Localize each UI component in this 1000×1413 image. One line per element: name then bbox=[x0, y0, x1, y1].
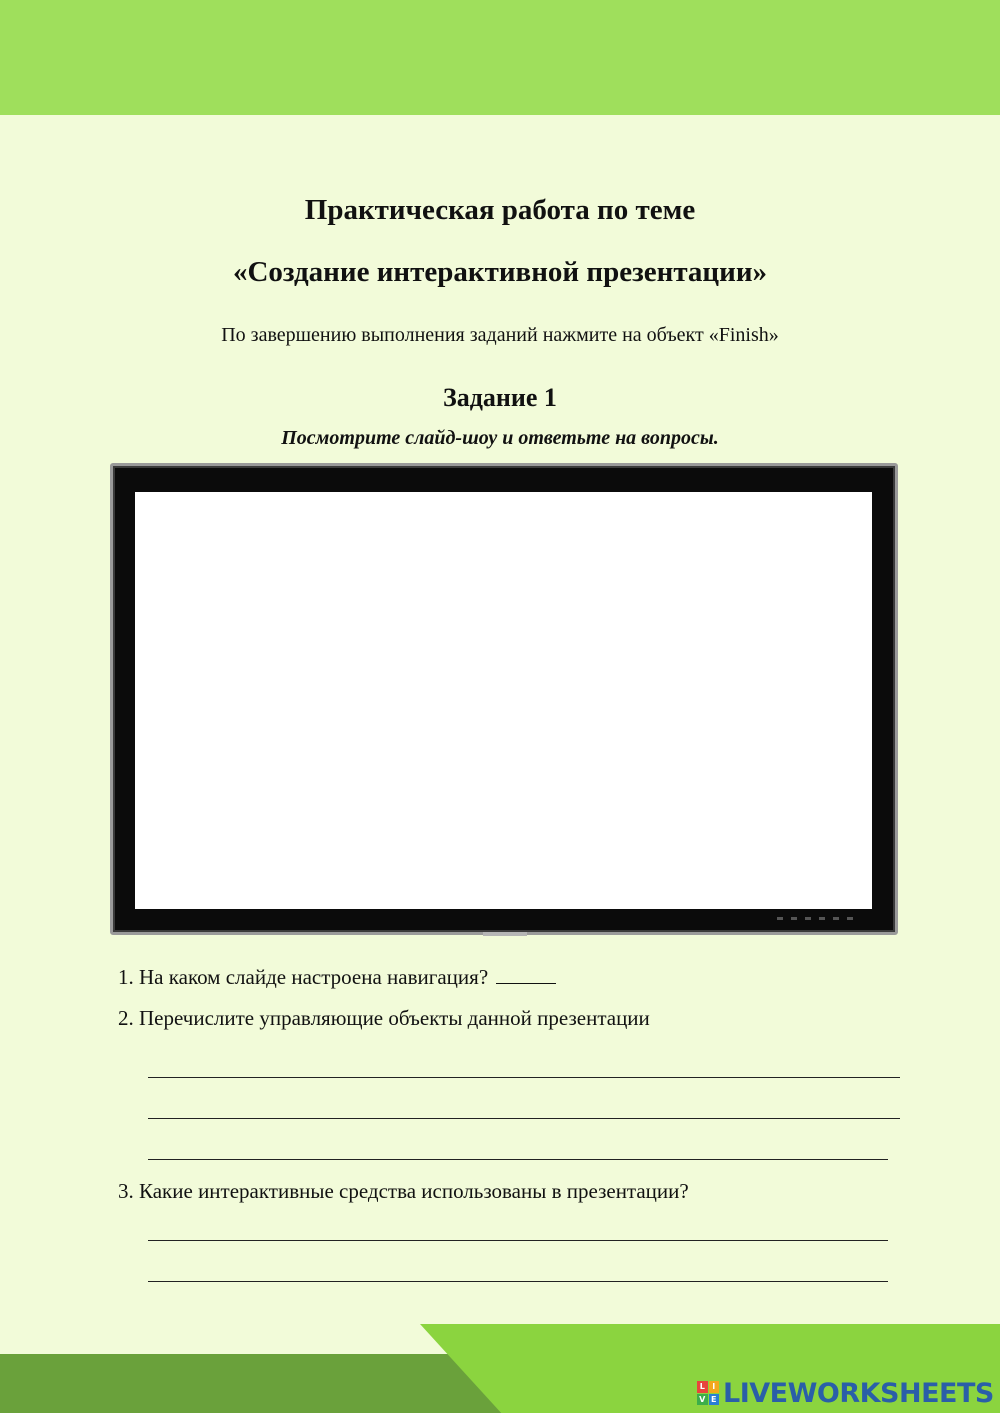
tv-frame bbox=[110, 463, 898, 935]
task-1-heading: Задание 1 bbox=[443, 383, 557, 412]
question-1-answer-field[interactable] bbox=[496, 965, 556, 984]
page-title-line-2: «Создание интерактивной презентации» bbox=[232, 256, 768, 288]
question-2-text: 2. Перечислите управляющие объекты данной презентации bbox=[118, 1006, 650, 1030]
question-3-answer-line-1[interactable] bbox=[148, 1240, 888, 1241]
slideshow-screen[interactable] bbox=[135, 492, 872, 909]
question-3-answer-line-2[interactable] bbox=[148, 1281, 888, 1282]
logo-text: LIVEWORKSHEETS bbox=[723, 1377, 994, 1409]
question-1 bbox=[118, 965, 556, 990]
top-decor-band bbox=[0, 0, 1000, 115]
question-2-answer-line-1[interactable] bbox=[148, 1077, 900, 1078]
tv-stand bbox=[483, 932, 527, 936]
question-3-text: 3. Какие интерактивные средства использованы в презентации? bbox=[118, 1179, 689, 1203]
question-2-answer-line-2[interactable] bbox=[148, 1118, 900, 1119]
liveworksheets-logo bbox=[697, 1378, 994, 1408]
tv-control-buttons bbox=[777, 917, 857, 920]
page-title-line-1: Практическая работа по теме bbox=[304, 194, 696, 226]
task-1-instruction: Посмотрите слайд-шоу и ответьте на вопросы. bbox=[281, 427, 719, 449]
question-2-answer-line-3[interactable] bbox=[148, 1159, 888, 1160]
logo-icon: L I V E bbox=[697, 1381, 719, 1405]
question-1-text: 1. На каком слайде настроена навигация? bbox=[118, 965, 489, 989]
finish-instruction: По завершению выполнения заданий нажмите на объект «Finish» bbox=[221, 324, 779, 346]
